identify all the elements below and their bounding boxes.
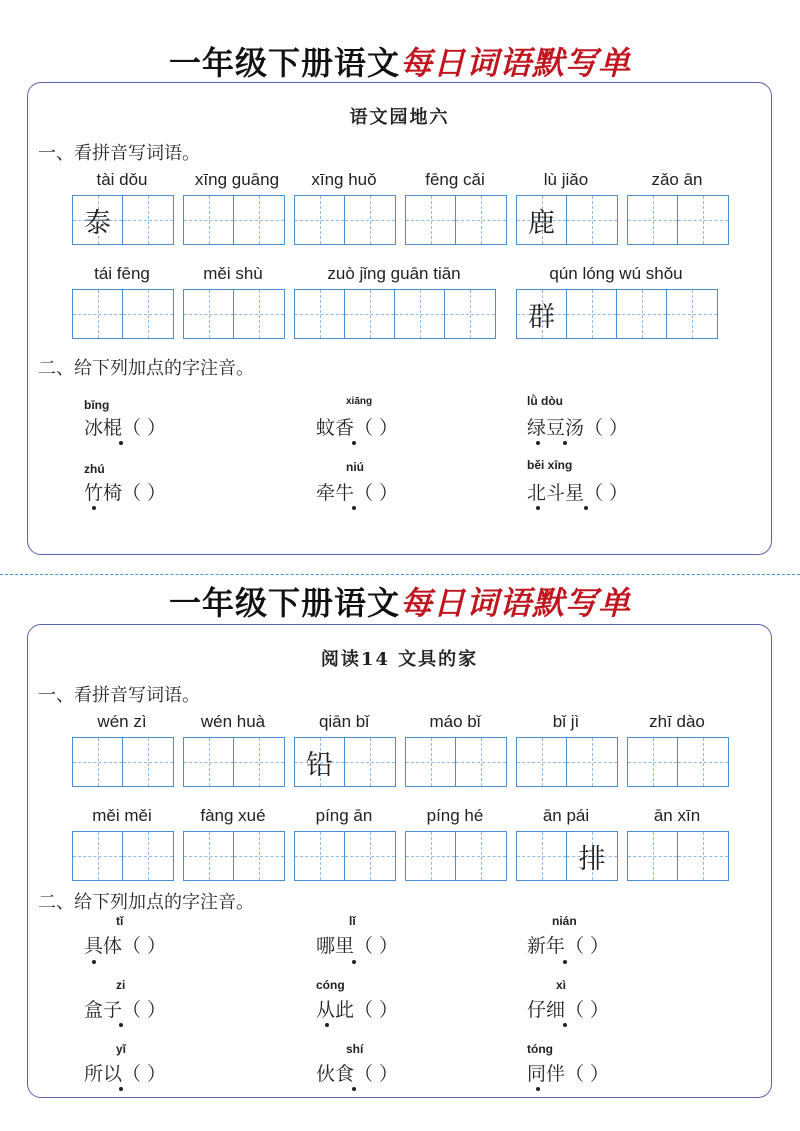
worksheet-title-1: 一年级下册语文每日词语默写单 <box>168 44 632 82</box>
pinyin-label: zhī dào <box>649 712 705 731</box>
grid-char: 泰 <box>84 208 111 239</box>
annotate-item[interactable]: 同伴（ ） <box>527 1063 610 1085</box>
pinyin-hint: tǐ <box>116 914 124 928</box>
annotate-item[interactable]: 蚊香（ ） <box>316 417 399 439</box>
pinyin-label: máo bǐ <box>429 712 481 731</box>
writing-grid[interactable] <box>516 195 618 245</box>
writing-grid[interactable] <box>72 289 174 339</box>
annotate-item[interactable]: 哪里（ ） <box>316 935 399 957</box>
emphasis-dot <box>584 506 588 510</box>
pinyin-label: wén huà <box>200 712 266 731</box>
writing-grid[interactable] <box>627 195 729 245</box>
emphasis-dot <box>536 441 540 445</box>
writing-grid[interactable] <box>516 831 618 881</box>
emphasis-dot <box>536 1087 540 1091</box>
annotate-item[interactable]: 北斗星（ ） <box>527 482 629 504</box>
writing-grid[interactable] <box>72 737 174 787</box>
section-label-annotate: 二、给下列加点的字注音。 <box>38 892 254 913</box>
cut-line <box>0 574 800 575</box>
emphasis-dot <box>119 441 123 445</box>
lesson-title: 语文园地六 <box>349 107 450 128</box>
section-label-pinyin: 一、看拼音写词语。 <box>38 685 200 706</box>
pinyin-label: ān pái <box>542 806 590 825</box>
emphasis-dot <box>563 960 567 964</box>
writing-grid[interactable] <box>72 831 174 881</box>
annotate-item[interactable]: 盒子（ ） <box>84 999 167 1021</box>
pinyin-hint: cóng <box>316 978 345 992</box>
pinyin-label: měi shù <box>203 264 263 283</box>
emphasis-dot <box>563 1023 567 1027</box>
writing-grid[interactable] <box>183 289 285 339</box>
writing-grid[interactable] <box>405 195 507 245</box>
writing-grid[interactable] <box>627 737 729 787</box>
pinyin-label: fēng cǎi <box>425 170 485 189</box>
pinyin-hint: zi <box>116 978 126 992</box>
writing-grid[interactable] <box>516 737 618 787</box>
emphasis-dot <box>325 1023 329 1027</box>
annotate-item[interactable]: 冰棍（ ） <box>84 417 167 439</box>
pinyin-label: xīng huǒ <box>311 170 377 189</box>
section-label-pinyin: 一、看拼音写词语。 <box>38 143 200 164</box>
annotate-item[interactable]: 从此（ ） <box>316 999 399 1021</box>
emphasis-dot <box>563 441 567 445</box>
grid-char: 排 <box>578 844 606 875</box>
pinyin-label: píng ān <box>315 806 373 825</box>
writing-grid[interactable] <box>294 195 396 245</box>
emphasis-dot <box>119 1087 123 1091</box>
emphasis-dot <box>352 960 356 964</box>
grid-char: 群 <box>528 302 555 333</box>
pinyin-label: bǐ jì <box>552 712 580 731</box>
emphasis-dot <box>92 506 96 510</box>
pinyin-label: qún lóng wú shǒu <box>549 264 683 283</box>
writing-grid[interactable] <box>183 195 285 245</box>
annotate-item[interactable]: 所以（ ） <box>84 1063 167 1085</box>
annotate-item[interactable]: 牵牛（ ） <box>316 482 399 504</box>
pinyin-hint: běi xīng <box>527 458 573 472</box>
pinyin-label: zuò jǐng guān tiān <box>327 264 461 283</box>
grid-char: 铅 <box>306 750 333 781</box>
pinyin-hint: zhú <box>84 462 105 476</box>
writing-grid[interactable] <box>405 737 507 787</box>
writing-grid[interactable] <box>294 289 496 339</box>
pinyin-label: ān xīn <box>653 806 701 825</box>
annotate-item[interactable]: 伙食（ ） <box>316 1063 399 1085</box>
writing-grid[interactable] <box>405 831 507 881</box>
writing-grid[interactable] <box>627 831 729 881</box>
emphasis-dot <box>536 506 540 510</box>
emphasis-dot <box>352 506 356 510</box>
pinyin-hint: bīng <box>84 398 110 412</box>
pinyin-hint: lǜ dòu <box>527 394 563 408</box>
annotate-item[interactable]: 仔细（ ） <box>527 999 610 1021</box>
grid-char: 鹿 <box>528 208 555 239</box>
annotate-item[interactable]: 绿豆汤（ ） <box>527 417 629 439</box>
writing-grid[interactable] <box>294 737 396 787</box>
worksheet-title-2: 一年级下册语文每日词语默写单 <box>168 584 632 622</box>
pinyin-label: wén zì <box>97 712 147 731</box>
pinyin-hint: tóng <box>527 1042 553 1056</box>
pinyin-hint: xì <box>556 978 567 992</box>
writing-grid[interactable] <box>183 831 285 881</box>
pinyin-label: fàng xué <box>200 806 266 825</box>
writing-grid[interactable] <box>516 289 718 339</box>
pinyin-label: tái fēng <box>94 264 150 283</box>
pinyin-label: zǎo ān <box>651 170 703 189</box>
writing-grid[interactable] <box>294 831 396 881</box>
emphasis-dot <box>92 960 96 964</box>
pinyin-hint: xiāng <box>346 396 373 407</box>
pinyin-label: xīng guāng <box>194 170 280 189</box>
emphasis-dot <box>352 1087 356 1091</box>
pinyin-label: tài dǒu <box>96 170 148 189</box>
emphasis-dot <box>352 441 356 445</box>
pinyin-label: qiān bǐ <box>318 712 370 731</box>
pinyin-label: měi měi <box>92 806 152 825</box>
lesson-title: 阅读14 文具的家 <box>320 649 479 670</box>
pinyin-hint: nián <box>552 914 577 928</box>
writing-grid[interactable] <box>72 195 174 245</box>
emphasis-dot <box>119 1023 123 1027</box>
pinyin-label: lù jiǎo <box>543 170 589 189</box>
pinyin-hint: niú <box>346 460 364 474</box>
pinyin-hint: shí <box>346 1042 364 1056</box>
pinyin-hint: yǐ <box>116 1042 127 1056</box>
annotate-item[interactable]: 具体（ ） <box>84 935 167 957</box>
annotate-item[interactable]: 新年（ ） <box>527 935 610 957</box>
writing-grid[interactable] <box>183 737 285 787</box>
annotate-item[interactable]: 竹椅（ ） <box>84 482 167 504</box>
section-label-annotate: 二、给下列加点的字注音。 <box>38 358 254 379</box>
pinyin-label: píng hé <box>426 806 484 825</box>
pinyin-hint: lǐ <box>349 914 356 928</box>
